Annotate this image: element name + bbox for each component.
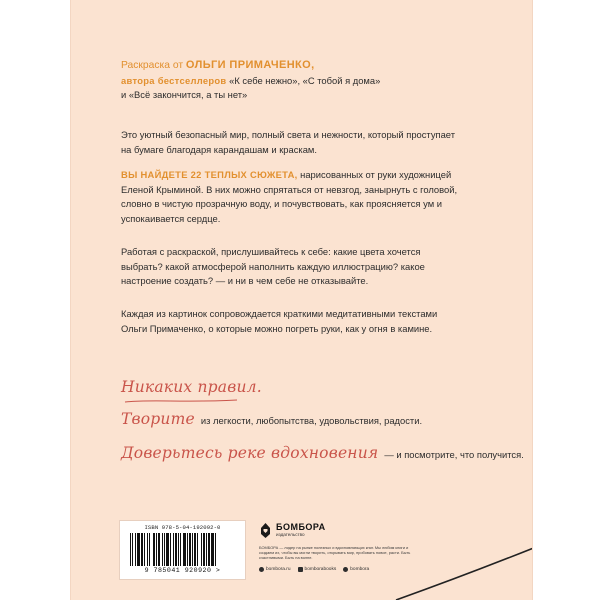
bestseller-titles: «К себе нежно», «С тобой я дома»: [229, 74, 381, 86]
paragraph-1: Это уютный безопасный мир, полный света и нежности, который проступает на бумаге благодаря карандашам и краскам.: [121, 129, 456, 155]
barcode-bar: [180, 533, 181, 566]
isbn-digits: 9 785041 920920 >: [144, 567, 221, 574]
barcode-bar: [206, 533, 207, 566]
script-line-3: [121, 444, 524, 462]
paragraph-3: Работая с раскраской, прислушивайтесь к себе: какие цвета хочется выбрать? какой атмосферой наполнить каждую иллюстрацию? какое настроение создать? — и ни в чем себе не отказывайте.: [121, 246, 425, 287]
publisher-logo: [259, 522, 419, 539]
barcode-bar: [141, 533, 143, 566]
barcode: [130, 533, 235, 566]
vk-icon: [298, 567, 303, 572]
social-web-label: bombora.ru: [266, 566, 291, 572]
barcode-bar: [130, 533, 131, 566]
paragraph-2: [121, 168, 461, 226]
bestsellers-label: автора бестселлеров: [121, 74, 227, 86]
script-trust-inspiration: Доверьтесь реке вдохновения: [121, 444, 379, 462]
barcode-panel: [119, 520, 246, 580]
publisher-subtitle: издательство: [276, 532, 305, 537]
publisher-block: [259, 522, 419, 572]
script-create: Творите: [121, 410, 195, 428]
barcode-bar: [175, 533, 177, 566]
script-line-1: [121, 378, 481, 396]
barcode-bar: [189, 533, 191, 566]
barcode-bar: [197, 533, 198, 566]
publisher-socials: [259, 567, 419, 572]
social-web[interactable]: [259, 567, 291, 572]
barcode-bar: [170, 533, 171, 566]
paragraph-4: Каждая из картинок сопровождается краткими медитативными текстами Ольги Примаченко, о которые можно погреть руки, как у огня в камине.: [121, 308, 438, 334]
barcode-bar: [211, 533, 214, 566]
intro-prefix: Раскраска от: [121, 60, 186, 71]
social-vk-label: bomborabooks: [304, 566, 337, 572]
barcode-bar: [203, 533, 205, 566]
barcode-bar: [192, 533, 193, 566]
barcode-bar: [132, 533, 133, 566]
barcode-bar: [194, 533, 196, 566]
barcode-bar: [156, 533, 157, 566]
script-line-3-text: — и посмотрите, что получится.: [384, 449, 524, 460]
bombora-logo-icon: [259, 522, 272, 539]
barcode-bar: [149, 533, 150, 566]
script-line-2-text: из легкости, любопытства, удовольствия, радости.: [200, 415, 423, 426]
barcode-bar: [166, 533, 169, 566]
isbn-label: ISBN 978-5-04-192092-0: [144, 524, 221, 531]
barcode-bar: [173, 533, 174, 566]
book-back-cover: [71, 0, 532, 600]
web-icon: [259, 567, 264, 572]
barcode-bar: [135, 533, 136, 566]
social-telegram[interactable]: [343, 567, 369, 572]
barcode-bar: [162, 533, 163, 566]
bestseller-titles-2: «Всё закончится, а ты нет»: [128, 89, 248, 101]
barcode-bar: [178, 533, 179, 566]
paragraph-2-highlight: ВЫ НАЙДЕТЕ 22 ТЕПЛЫХ СЮЖЕТА,: [121, 169, 298, 180]
publisher-description: БОМБОРА — лидер на рынке полезных и вдохновляющих книг. Мы любим книги и создаем их, чтобы вы могли творить, открывать мир, пробовать новое, расти. Быть счастливыми. Быть на волне.: [259, 545, 411, 561]
script-line-2: [121, 410, 481, 428]
script-no-rules: Никаких правил.: [121, 378, 262, 396]
barcode-bar: [153, 533, 155, 566]
barcode-bar: [164, 533, 165, 566]
author-name: ОЛЬГИ ПРИМАЧЕНКО,: [185, 59, 315, 71]
paragraph-2-text: нарисованных от руки художницей Еленой Крыминой. В них можно спрятаться от невзгод, занырнуть с головой, словно в чистую прозрачную воду, и почувствовать, как проясняется ум и успокаивается сердце.: [121, 169, 458, 224]
social-telegram-label: bombora: [350, 566, 370, 572]
barcode-bar: [208, 533, 210, 566]
barcode-bar: [147, 533, 148, 566]
barcode-bar: [215, 533, 216, 566]
intro-block: [121, 58, 461, 103]
bestseller-titles-prefix: и: [121, 89, 129, 101]
barcode-bar: [183, 533, 186, 566]
barcode-bar: [201, 533, 202, 566]
barcode-bar: [137, 533, 140, 566]
social-vk[interactable]: [298, 567, 337, 572]
barcode-bar: [158, 533, 160, 566]
telegram-icon: [343, 567, 348, 572]
barcode-bar: [144, 533, 145, 566]
barcode-bar: [187, 533, 188, 566]
script-underline-swash: [123, 398, 239, 404]
publisher-name: БОМБОРА: [276, 522, 326, 532]
